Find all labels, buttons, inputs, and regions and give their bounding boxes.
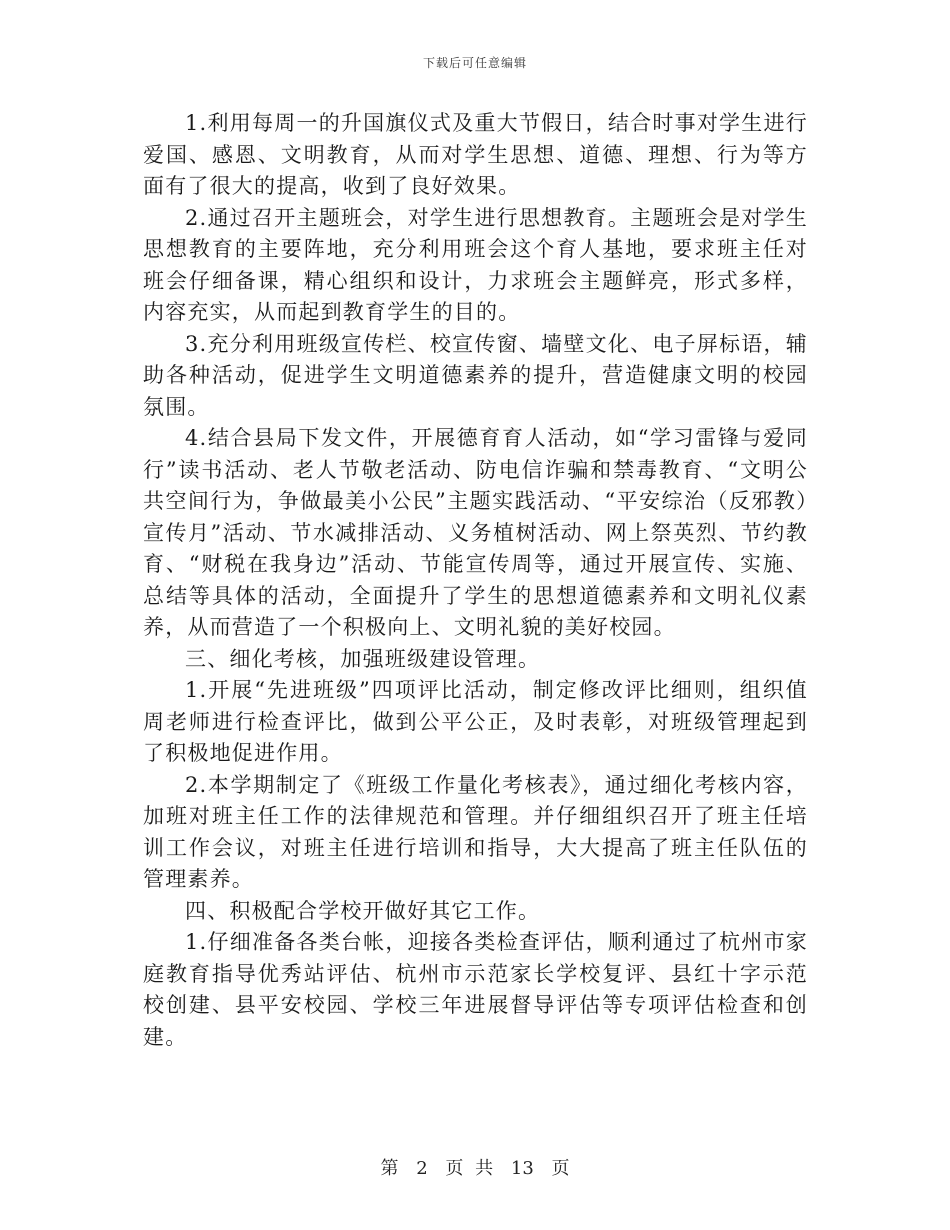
page-header: 下载后可任意编辑 (422, 56, 527, 70)
document-body (143, 108, 808, 1053)
paragraph-inspection: 1.仔细准备各类台帐，迎接各类检查评估，顺利通过了杭州市家庭教育指导优秀站评估、杭州市示范家长学校复评、县红十字示范校创建、县平安校园、学校三年进展督导评估等专项评估检查和创建。 (143, 930, 808, 1049)
paragraph-class-meeting: 2.通过召开主题班会，对学生进行思想教育。主题班会是对学生思想教育的主要阵地，充分利用班会这个育人基地，要求班主任对班会仔细备课，精心组织和设计，力求班会主题鲜亮，形式多样，内容充实，从而起到教育学生的目的。 (143, 205, 808, 324)
section-heading-three: 三、细化考核，加强班级建设管理。 (185, 646, 541, 671)
paragraph-class-evaluation: 1.开展“先进班级”四项评比活动，制定修改评比细则，组织值周老师进行检查评比，做到公平公正，及时表彰，对班级管理起到了积极地促进作用。 (143, 678, 808, 765)
paragraph-assessment-table: 2.本学期制定了《班级工作量化考核表》，通过细化考核内容，加班对班主任工作的法律规范和管理。并仔细组织召开了班主任培训工作会议，对班主任进行培训和指导，大大提高了班主任队伍的管理素养。 (143, 772, 808, 891)
current-page-number: 2 (416, 1158, 428, 1179)
paragraph-flag-ceremony: 1.利用每周一的升国旗仪式及重大节假日，结合时事对学生进行爱国、感恩、文明教育，从而对学生思想、道德、理想、行为等方面有了很大的提高，收到了良好效果。 (143, 111, 808, 198)
section-heading-four: 四、积极配合学校开做好其它工作。 (185, 898, 541, 923)
page-footer (0, 1154, 950, 1180)
footer-prefix: 第 (380, 1158, 399, 1179)
footer-suffix: 页 (551, 1158, 570, 1179)
total-page-number: 13 (510, 1158, 534, 1179)
footer-middle: 页 共 (445, 1158, 494, 1179)
paragraph-publicity: 3.充分利用班级宣传栏、校宣传窗、墙壁文化、电子屏标语，辅助各种活动，促进学生文明道德素养的提升，营造健康文明的校园氛围。 (143, 331, 808, 419)
paragraph-moral-activities: 4.结合县局下发文件，开展德育育人活动，如“学习雷锋与爱同行”读书活动、老人节敬老活动、防电信诈骗和禁毒教育、“文明公共空间行为，争做最美小公民”主题实践活动、“平安综治（反邪教）宣传月”活动、节水减排活动、义务植树活动、网上祭英烈、节约教育、“财税在我身边”活动、节能宣传周等，通过开展宣传、实施、总结等具体的活动，全面提升了学生的思想道德素养和文明礼仪素养，从而营造了一个积极向上、文明礼貌的美好校园。 (143, 426, 808, 639)
